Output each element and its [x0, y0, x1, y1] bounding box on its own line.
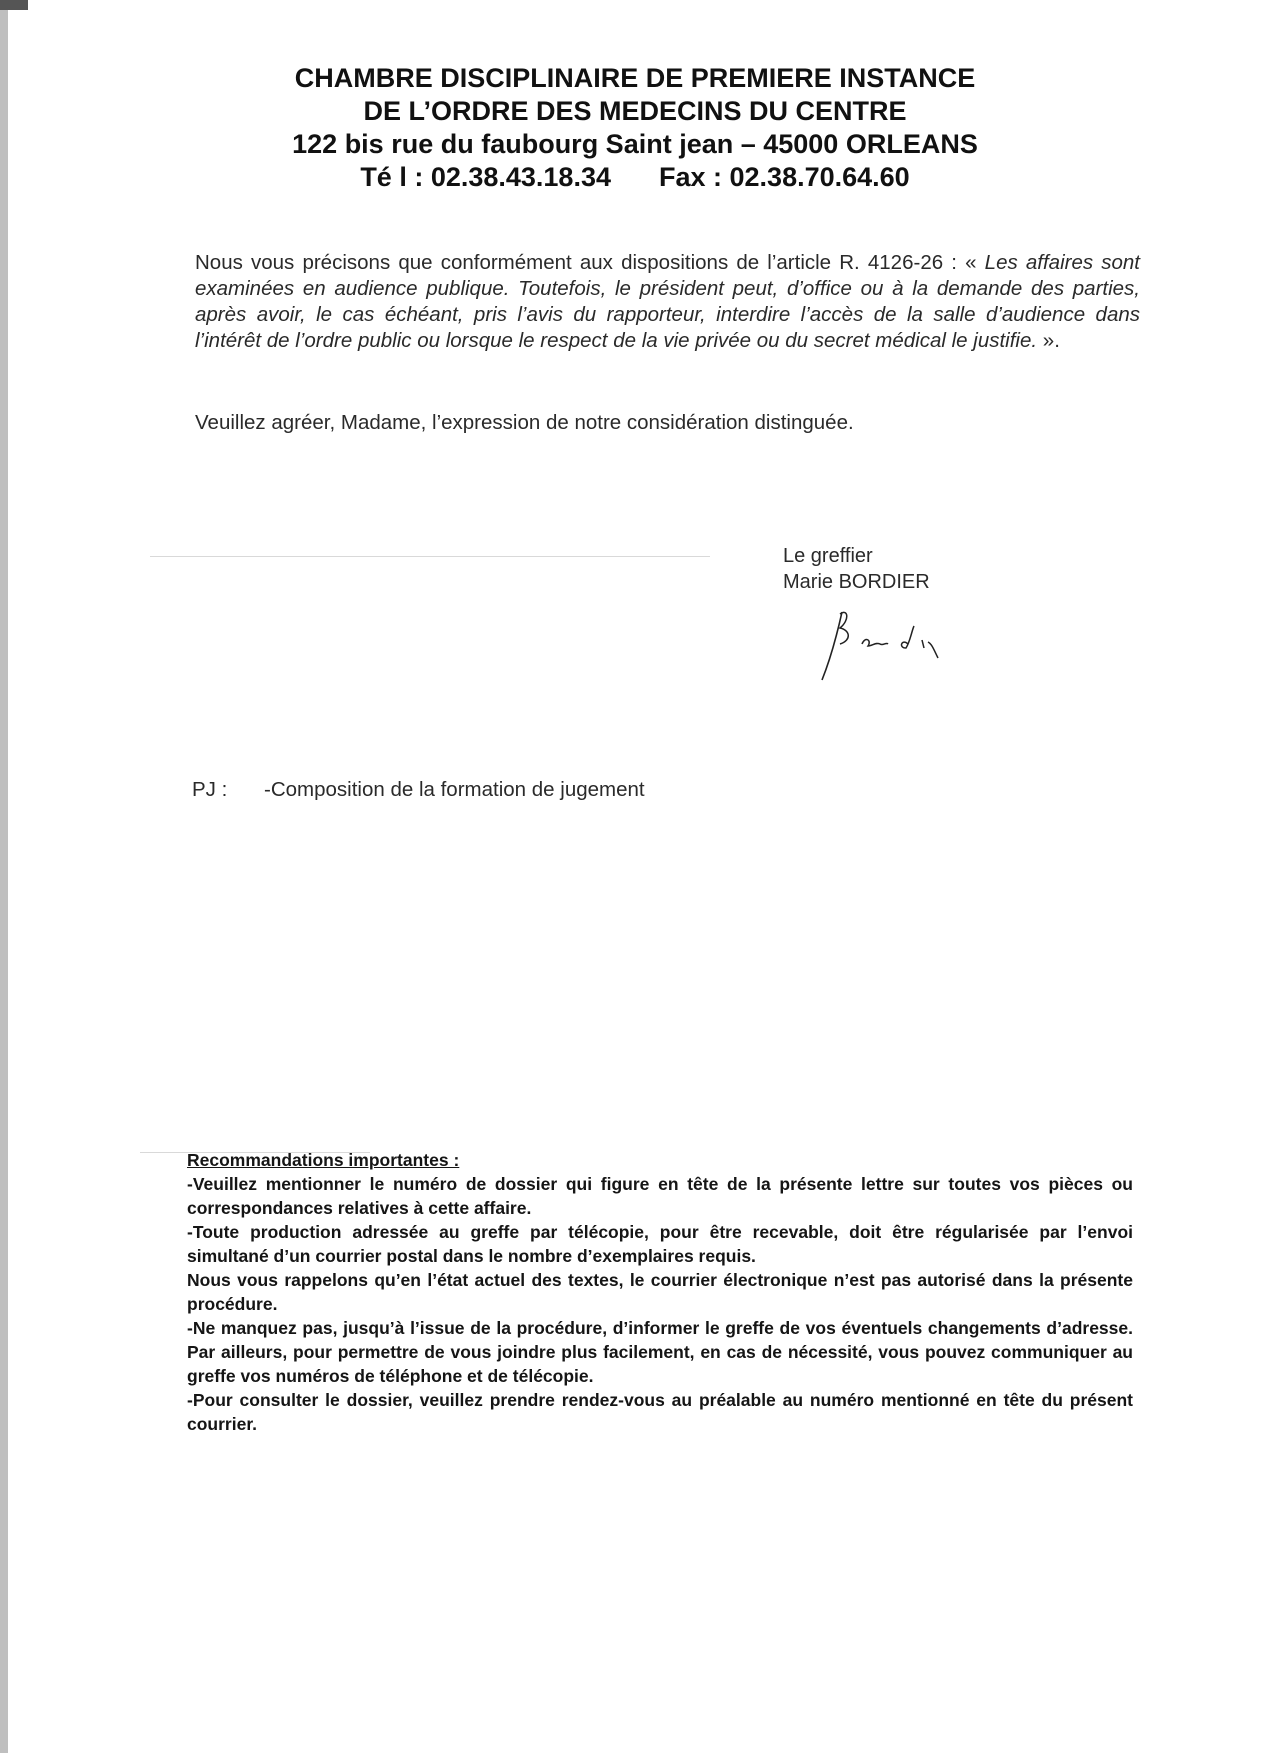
- handwritten-signature: [810, 600, 960, 690]
- recommendation-item: Nous vous rappelons qu’en l’état actuel des textes, le courrier électronique n’est pas autorisé dans la présente procédure.: [187, 1270, 1133, 1314]
- recommendation-item: -Pour consulter le dossier, veuillez prendre rendez-vous au préalable au numéro mentionné en tête du présent courrier.: [187, 1390, 1133, 1434]
- letterhead-line-1: CHAMBRE DISCIPLINAIRE DE PREMIERE INSTANCE: [294, 63, 976, 93]
- attachments-label: PJ :: [192, 778, 228, 801]
- attachments: [192, 777, 645, 803]
- article-quote-end: ».: [1037, 329, 1060, 352]
- scan-edge: [0, 0, 8, 1753]
- recommendations: [187, 1148, 1133, 1436]
- letterhead-line-2: DE L’ORDRE DES MEDECINS DU CENTRE: [363, 96, 907, 126]
- recommendation-item: -Ne manquez pas, jusqu’à l’issue de la procédure, d’informer le greffe de vos éventuels changements d’adresse. Par ailleurs, pour permettre de vous joindre plus facilement, en cas de nécessité, vous pouvez communiquer au greffe vos numéros de téléphone et de télécopie.: [187, 1318, 1133, 1386]
- recommendations-title: Recommandations importantes :: [187, 1150, 460, 1170]
- letterhead: [180, 62, 1090, 194]
- phone-number: Té l : 02.38.43.18.34: [360, 162, 611, 192]
- attachment-item: -Composition de la formation de jugement: [264, 778, 645, 801]
- signature-block: [783, 543, 930, 595]
- article-intro: Nous vous précisons que conformément aux dispositions de l’article R. 4126-26 : «: [195, 251, 985, 274]
- closing-formula: Veuillez agréer, Madame, l’expression de notre considération distinguée.: [195, 411, 854, 434]
- letterhead-contact: [180, 161, 1090, 194]
- scan-artifact-line: [150, 556, 710, 557]
- recommendation-item: -Veuillez mentionner le numéro de dossier qui figure en tête de la présente lettre sur toutes vos pièces ou correspondances relatives à cette affaire.: [187, 1174, 1133, 1218]
- signatory-title: Le greffier: [783, 545, 873, 567]
- scan-edge-corner: [0, 0, 28, 10]
- recommendation-item: -Toute production adressée au greffe par télécopie, pour être recevable, doit être régularisée par l’envoi simultané d’un courrier postal dans le nombre d’exemplaires requis.: [187, 1222, 1133, 1266]
- article-quote: Les affaires sont examinées en audience publique. Toutefois, le président peut, d’office ou à la demande des parties, après avoir, le cas échéant, pris l’avis du rapporteur, interdire l’accès de la salle d’audience dans l’intérêt de l’ordre public ou lorsque le respect de la vie privée ou du secret médical le justifie.: [195, 251, 1140, 352]
- signatory-name: Marie BORDIER: [783, 571, 930, 593]
- fax-number: Fax : 02.38.70.64.60: [659, 162, 910, 192]
- article-paragraph: [195, 250, 1140, 354]
- letterhead-address: 122 bis rue du faubourg Saint jean – 45000 ORLEANS: [292, 129, 978, 159]
